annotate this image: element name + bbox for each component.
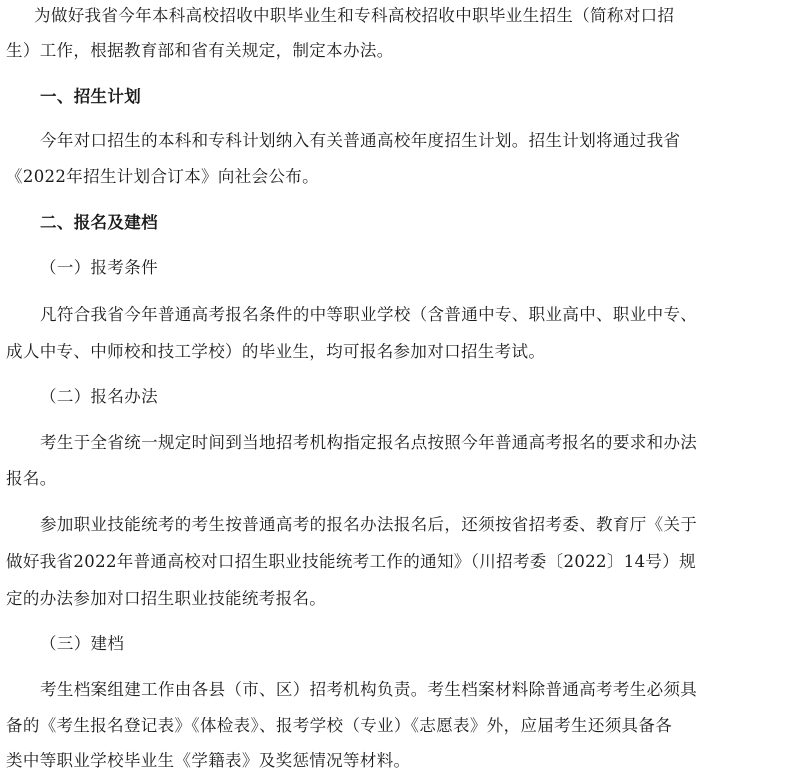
intro-line-1: 为做好我省今年本科高校招收中职毕业生和专科高校招收中职毕业生招生（简称对口招 <box>34 6 675 25</box>
subsection-heading-records: （三）建档 <box>40 634 125 653</box>
section-heading-plan: 一、招生计划 <box>40 87 142 106</box>
records-line-1: 考生档案组建工作由各县（市、区）招考机构负责。考生档案材料除普通高考考生必须具 <box>40 680 698 699</box>
subsection-heading-conditions: （一）报考条件 <box>40 258 158 277</box>
conditions-line-2: 成人中专、中师校和技工学校）的毕业生，均可报名参加对口招生考试。 <box>6 342 546 361</box>
section-heading-registration: 二、报名及建档 <box>40 213 158 232</box>
method-p1-line-2: 报名。 <box>6 469 57 488</box>
conditions-line-1: 凡符合我省今年普通高考报名条件的中等职业学校（含普通中专、职业高中、职业中专、 <box>40 305 698 324</box>
method-p2-line-1: 参加职业技能统考的考生按普通高考的报名办法报名后，还须按省招考委、教育厅《关于 <box>40 515 698 534</box>
method-p2-line-2: 做好我省2022年普通高校对口招生职业技能统考工作的通知》（川招考委〔2022〕14号）规 <box>6 552 696 571</box>
method-p2-line-3: 定的办法参加对口招生职业技能统考报名。 <box>6 589 327 608</box>
plan-line-2: 《2022年招生计划合订本》向社会公布。 <box>6 167 319 186</box>
method-p1-line-1: 考生于全省统一规定时间到当地招考机构指定报名点按照今年普通高考报名的要求和办法 <box>40 433 698 452</box>
subsection-heading-method: （二）报名办法 <box>40 387 158 406</box>
plan-line-1: 今年对口招生的本科和专科计划纳入有关普通高校年度招生计划。招生计划将通过我省 <box>40 131 681 150</box>
records-line-3: 类中等职业学校毕业生《学籍表》及奖惩情况等材料。 <box>6 751 411 770</box>
records-line-2: 备的《考生报名登记表》《体检表》、报考学校（专业）《志愿表》外，应届考生还须具备各 <box>6 716 673 735</box>
intro-line-2: 生）工作，根据教育部和省有关规定，制定本办法。 <box>6 41 394 60</box>
